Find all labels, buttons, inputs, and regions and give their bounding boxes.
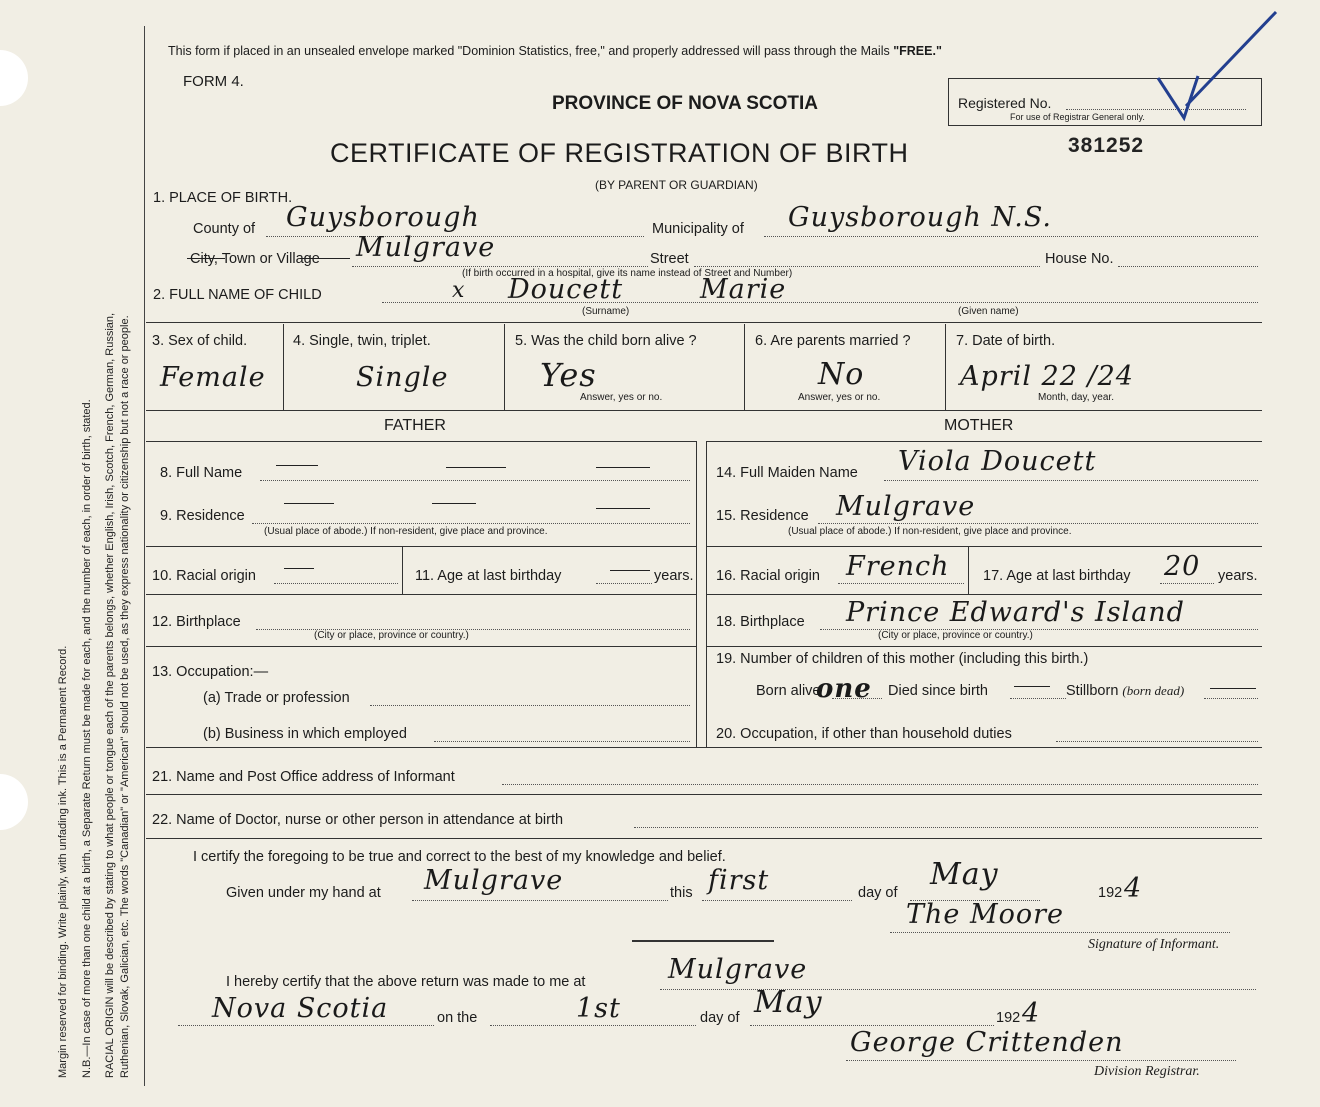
day-line — [702, 900, 852, 901]
on-the-label: on the — [437, 1010, 478, 1026]
child-name-label: 2. FULL NAME OF CHILD — [153, 287, 322, 303]
father-occupation-label: 13. Occupation:— — [152, 664, 269, 680]
informant-label: 21. Name and Post Office address of Informant — [152, 769, 455, 785]
city-value: Mulgrave — [356, 232, 496, 263]
reg-day-of-label: day of — [700, 1010, 740, 1026]
county-value: Guysborough — [286, 202, 480, 233]
mother-racial-line — [838, 583, 964, 584]
child-name-mark: x — [452, 278, 466, 303]
father-age-dash — [610, 570, 650, 571]
mother-birthplace-label: 18. Birthplace — [716, 614, 805, 630]
province-line — [178, 1025, 434, 1026]
child-surname: Doucett — [508, 274, 624, 305]
parents-header-rule-right — [706, 441, 1262, 442]
certificate-title: CERTIFICATE OF REGISTRATION OF BIRTH — [330, 138, 909, 168]
born-alive-value: Yes — [540, 356, 597, 394]
born-alive-hint: Answer, yes or no. — [580, 392, 663, 403]
mail-notice-free: "FREE." — [893, 44, 942, 58]
mother-occupation-line — [1056, 741, 1258, 742]
city-label: City, Town or Village — [190, 251, 320, 267]
mother-birthplace-value: Prince Edward's Island — [846, 597, 1185, 628]
father-birthplace-label: 12. Birthplace — [152, 614, 241, 630]
father-business-label: (b) Business in which employed — [203, 726, 407, 742]
dob-hint: Month, day, year. — [1038, 392, 1114, 403]
reg-year-digit: 4 — [1022, 998, 1041, 1029]
reg-day-value: 1st — [576, 993, 621, 1024]
form-number: FORM 4. — [183, 73, 244, 90]
surname-caption: (Surname) — [582, 306, 630, 317]
mother-residence-label: 15. Residence — [716, 508, 809, 524]
mother-age-line — [1160, 583, 1214, 584]
mother-rule-1 — [706, 546, 1262, 547]
father-name-dash-3 — [596, 467, 650, 468]
father-racial-line — [274, 583, 398, 584]
father-trade-label: (a) Trade or profession — [203, 690, 350, 706]
registrar-use-note: For use of Registrar General only. — [1010, 112, 1145, 122]
margin-note-racial-2: Ruthenian, Slovak, Galician, etc. The words "Canadian" or "American" should not be used, as they express nationality or citizenship but not a race or people. — [119, 315, 131, 1078]
municipality-label: Municipality of — [652, 221, 744, 237]
father-residence-dash-2 — [432, 503, 476, 504]
mail-notice: This form if placed in an unsealed envelope marked "Dominion Statistics, free," and properly addressed will pass through the Mails "FREE." — [168, 44, 942, 58]
multiple-birth-value: Single — [356, 362, 449, 393]
row-3-divider-2 — [504, 324, 505, 410]
father-trade-line — [370, 705, 690, 706]
mother-years-label: years. — [1218, 568, 1258, 584]
stillborn-text: Stillborn — [1066, 683, 1119, 699]
month-value: May — [930, 857, 999, 892]
hospital-note: (If birth occurred in a hospital, give its name instead of Street and Number) — [462, 268, 793, 279]
reg-month-line — [750, 1025, 994, 1026]
row-3-bottom-rule — [146, 410, 1262, 411]
parents-divider-left — [696, 441, 697, 747]
informant-line — [502, 784, 1258, 785]
stillborn-line — [1204, 698, 1258, 699]
city-strike — [187, 258, 225, 259]
row-3-divider-3 — [744, 324, 745, 410]
informant-signature: The Moore — [906, 899, 1065, 930]
registrar-place-value: Mulgrave — [668, 954, 808, 985]
father-years-label: years. — [654, 568, 694, 584]
father-birthplace-hint: (City or place, province or country.) — [314, 630, 469, 641]
house-label: House No. — [1045, 251, 1114, 267]
informant-bottom-rule — [146, 794, 1262, 795]
born-alive-count-value: one — [816, 674, 872, 704]
mother-heading: MOTHER — [944, 417, 1014, 434]
stillborn-dash — [1210, 688, 1256, 689]
certificate-subtitle: (BY PARENT OR GUARDIAN) — [595, 178, 758, 192]
binding-margin-line — [144, 26, 145, 1086]
died-since-birth-dash — [1014, 686, 1050, 687]
mother-rule-3 — [706, 646, 1262, 647]
father-residence-dash-1 — [284, 503, 334, 504]
given-at-line — [412, 900, 668, 901]
dob-value: April 22 /24 — [960, 361, 1134, 392]
father-rule-1 — [146, 546, 696, 547]
municipality-value: Guysborough N.S. — [788, 202, 1053, 233]
village-strike — [300, 258, 350, 259]
mother-age-label: 17. Age at last birthday — [983, 568, 1131, 584]
year-digit: 4 — [1124, 873, 1143, 904]
certify-separator — [632, 940, 774, 942]
mother-residence-line — [818, 523, 1258, 524]
mother-occupation-label: 20. Occupation, if other than household duties — [716, 726, 1012, 742]
registrar-caption: Division Registrar. — [1094, 1064, 1200, 1079]
born-alive-label: 5. Was the child born alive ? — [515, 333, 697, 349]
house-line — [1118, 266, 1258, 267]
mother-name-line — [884, 480, 1258, 481]
mother-residence-hint: (Usual place of abode.) If non-resident, give place and province. — [788, 526, 1072, 537]
father-name-dash-1 — [276, 465, 318, 466]
margin-note-racial-1: RACIAL ORIGIN will be described by stating to what people or tongue each of the parents belongs, whether English, Irish, Scotch, French, German, Russian, — [104, 312, 116, 1078]
mother-racial-label: 16. Racial origin — [716, 568, 820, 584]
father-heading: FATHER — [384, 417, 446, 434]
mother-name-label: 14. Full Maiden Name — [716, 465, 858, 481]
registrar-statement: I hereby certify that the above return was made to me at — [226, 974, 586, 990]
binding-hole-top — [0, 50, 28, 106]
given-under-label: Given under my hand at — [226, 885, 381, 901]
multiple-birth-label: 4. Single, twin, triplet. — [293, 333, 431, 349]
registrar-place-line — [660, 989, 1256, 990]
registration-number-stamp: 381252 — [1068, 134, 1145, 157]
father-rule-2 — [146, 594, 696, 595]
parents-header-rule-left — [146, 441, 696, 442]
year-prefix: 192 — [1098, 885, 1123, 901]
informant-signature-caption: Signature of Informant. — [1088, 937, 1220, 952]
dob-label: 7. Date of birth. — [956, 333, 1056, 349]
died-since-birth-line — [1010, 698, 1066, 699]
certify-statement: I certify the foregoing to be true and correct to the best of my knowledge and belief. — [193, 849, 726, 865]
father-racial-label: 10. Racial origin — [152, 568, 256, 584]
county-label: County of — [193, 221, 256, 237]
child-given-name: Marie — [700, 274, 787, 305]
parents-married-label: 6. Are parents married ? — [755, 333, 911, 349]
reg-year-prefix: 192 — [996, 1010, 1021, 1026]
day-value: first — [708, 865, 770, 896]
informant-top-rule — [146, 747, 1262, 748]
mother-racial-value: French — [846, 551, 950, 582]
mother-birthplace-hint: (City or place, province or country.) — [878, 630, 1033, 641]
parents-married-hint: Answer, yes or no. — [798, 392, 881, 403]
reg-month-value: May — [754, 985, 823, 1020]
mother-name-value: Viola Doucett — [898, 446, 1097, 477]
binding-hole-bottom — [0, 774, 28, 830]
place-heading: 1. PLACE OF BIRTH. — [153, 190, 293, 206]
father-name-line — [260, 480, 690, 481]
sex-label: 3. Sex of child. — [152, 333, 248, 349]
father-age-line — [596, 583, 652, 584]
father-business-line — [434, 741, 690, 742]
sex-value: Female — [160, 362, 266, 393]
province-heading: PROVINCE OF NOVA SCOTIA — [552, 93, 819, 114]
row-3-top-rule — [146, 322, 1262, 323]
father-age-label: 11. Age at last birthday — [415, 568, 562, 584]
father-residence-label: 9. Residence — [160, 508, 245, 524]
registered-label: Registered No. — [958, 95, 1052, 111]
mother-age-value: 20 — [1164, 551, 1201, 582]
registrar-signature-line — [846, 1060, 1236, 1061]
this-label: this — [670, 885, 693, 901]
province-value: Nova Scotia — [212, 993, 389, 1024]
given-name-caption: (Given name) — [958, 306, 1019, 317]
father-residence-dash-3 — [596, 508, 650, 509]
row-3-divider-1 — [283, 324, 284, 410]
margin-note-nb: N.B.—In case of more than one child at a birth, a Separate Return must be made for each, and the number of each, in order of birth, stated. — [81, 399, 93, 1078]
father-residence-line — [252, 523, 690, 524]
reg-day-line — [490, 1025, 696, 1026]
stillborn-label — [1066, 683, 1184, 699]
street-label: Street — [650, 251, 689, 267]
father-name-dash-2 — [446, 467, 506, 468]
mother-rule-2 — [706, 594, 1262, 595]
father-rule-3 — [146, 646, 696, 647]
municipality-line — [764, 236, 1258, 237]
city-line — [352, 266, 648, 267]
mother-children-label: 19. Number of children of this mother (including this birth.) — [716, 651, 1089, 667]
margin-note-binding: Margin reserved for binding. Write plainly, with unfading ink. This is a Permanent Record. — [57, 645, 69, 1078]
died-since-birth-label: Died since birth — [888, 683, 988, 699]
doctor-bottom-rule — [146, 838, 1262, 839]
parents-married-value: No — [818, 357, 865, 392]
mother-age-divider — [968, 546, 969, 594]
father-age-divider — [402, 546, 403, 594]
doctor-label: 22. Name of Doctor, nurse or other person in attendance at birth — [152, 812, 564, 828]
father-residence-hint: (Usual place of abode.) If non-resident, give place and province. — [264, 526, 548, 537]
doctor-line — [634, 827, 1258, 828]
born-alive-count-label: Born alive — [756, 683, 821, 699]
given-at-value: Mulgrave — [424, 865, 564, 896]
mother-residence-value: Mulgrave — [836, 491, 976, 522]
father-name-label: 8. Full Name — [160, 465, 243, 481]
father-racial-dash — [284, 568, 314, 569]
registrar-signature: George Crittenden — [850, 1027, 1124, 1058]
stillborn-hint: (born dead) — [1122, 683, 1185, 698]
row-3-divider-4 — [945, 324, 946, 410]
street-line — [694, 266, 1040, 267]
day-of-label: day of — [858, 885, 898, 901]
blue-check-mark-icon — [1140, 6, 1290, 136]
signature-line — [890, 932, 1230, 933]
